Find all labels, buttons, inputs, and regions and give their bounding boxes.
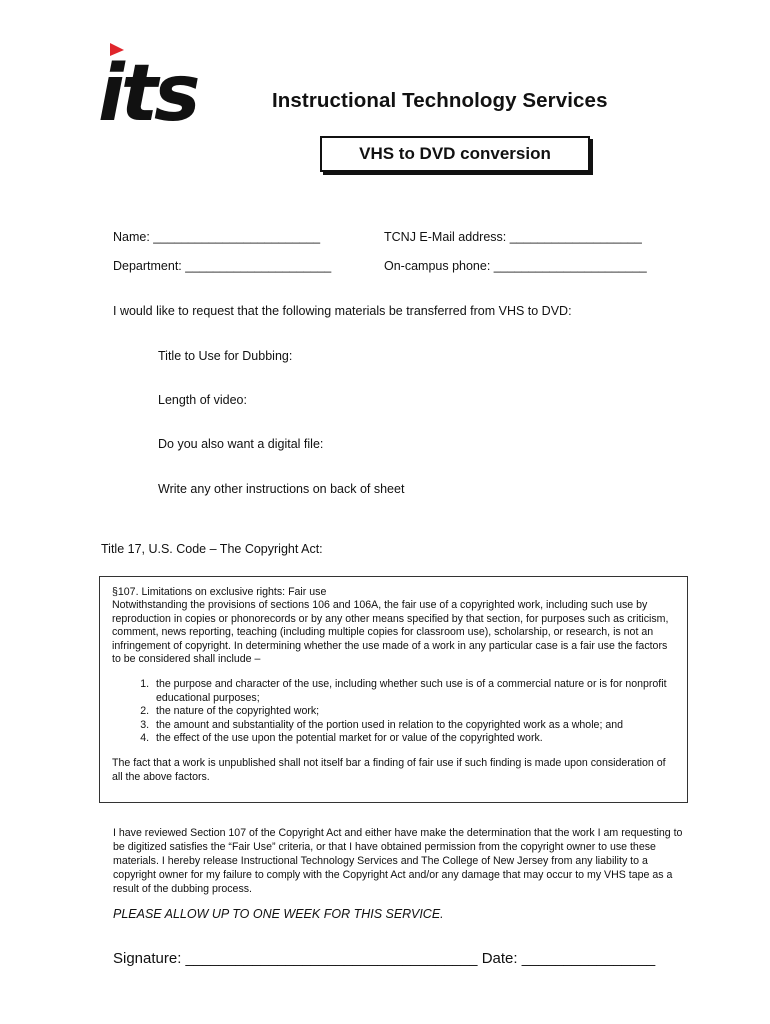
signature-line[interactable] bbox=[113, 950, 655, 967]
length-label: Length of video: bbox=[158, 393, 247, 407]
factor-item: 4. the effect of the use upon the potential market for or value of the copyrighted work. bbox=[152, 732, 675, 745]
phone-field[interactable]: On-campus phone: ______________________ bbox=[384, 259, 647, 273]
declaration-text: I have reviewed Section 107 of the Copyright Act and either have make the determination that the work I am requesting to be digitized satisfies the “Fair Use” criteria, or that I have obtained permission from the copyright owner to use these materials. I hereby release Instructional Technology Services and The College of New Jersey from any liability to a copyright owner for my failure to comply with the Copyright Act and/or any damage that may occur to my VHS tape as a result of the dubbing process. bbox=[113, 827, 683, 895]
copyright-heading: Title 17, U.S. Code – The Copyright Act: bbox=[101, 542, 323, 556]
factor-item: 2. the nature of the copyrighted work; bbox=[152, 705, 675, 718]
logo-text: its bbox=[98, 49, 197, 126]
department-field[interactable]: Department: _____________________ bbox=[113, 259, 332, 273]
its-logo bbox=[96, 40, 220, 126]
form-title-box: VHS to DVD conversion bbox=[320, 136, 590, 172]
signature-field[interactable]: Signature: ___________________________________ bbox=[113, 950, 478, 967]
fair-use-paragraph: Notwithstanding the provisions of sections 106 and 106A, the fair use of a copyrighted work, including such use by reproduction in copies or phonorecords or by any other means specified by that section, for purposes such as criticism, comment, news reporting, teaching (including multiple copies for classroom use), scholarship, or research, is not an infringement of copyright. In determining whether the use made of a work in any particular case is a fair use the factors to be considered shall include – bbox=[112, 599, 669, 666]
email-field[interactable]: TCNJ E-Mail address: ___________________ bbox=[384, 230, 642, 244]
date-field[interactable]: Date: ________________ bbox=[481, 950, 656, 967]
factor-item: 3. the amount and substantiality of the portion used in relation to the copyrighted work as a whole; and bbox=[152, 719, 675, 732]
page-title: Instructional Technology Services bbox=[272, 89, 608, 112]
closing-paragraph: The fact that a work is unpublished shall not itself bar a finding of fair use if such finding is made upon consideration of all the above factors. bbox=[112, 757, 666, 783]
section-title: §107. Limitations on exclusive rights: Fair use bbox=[112, 586, 327, 598]
other-instructions-label: Write any other instructions on back of sheet bbox=[158, 482, 405, 496]
title-to-use-label: Title to Use for Dubbing: bbox=[158, 349, 293, 363]
digital-file-label: Do you also want a digital file: bbox=[158, 437, 324, 451]
copyright-excerpt-box bbox=[99, 576, 688, 803]
name-field[interactable]: Name: ________________________ bbox=[113, 230, 321, 244]
request-intro: I would like to request that the following materials be transferred from VHS to DVD: bbox=[113, 304, 572, 318]
service-notice: PLEASE ALLOW UP TO ONE WEEK FOR THIS SERVICE. bbox=[113, 907, 444, 921]
fair-use-factors bbox=[112, 678, 675, 745]
factor-item: 1. the purpose and character of the use, including whether such use is of a commercial nature or is for nonprofit educational purposes; bbox=[152, 678, 675, 705]
